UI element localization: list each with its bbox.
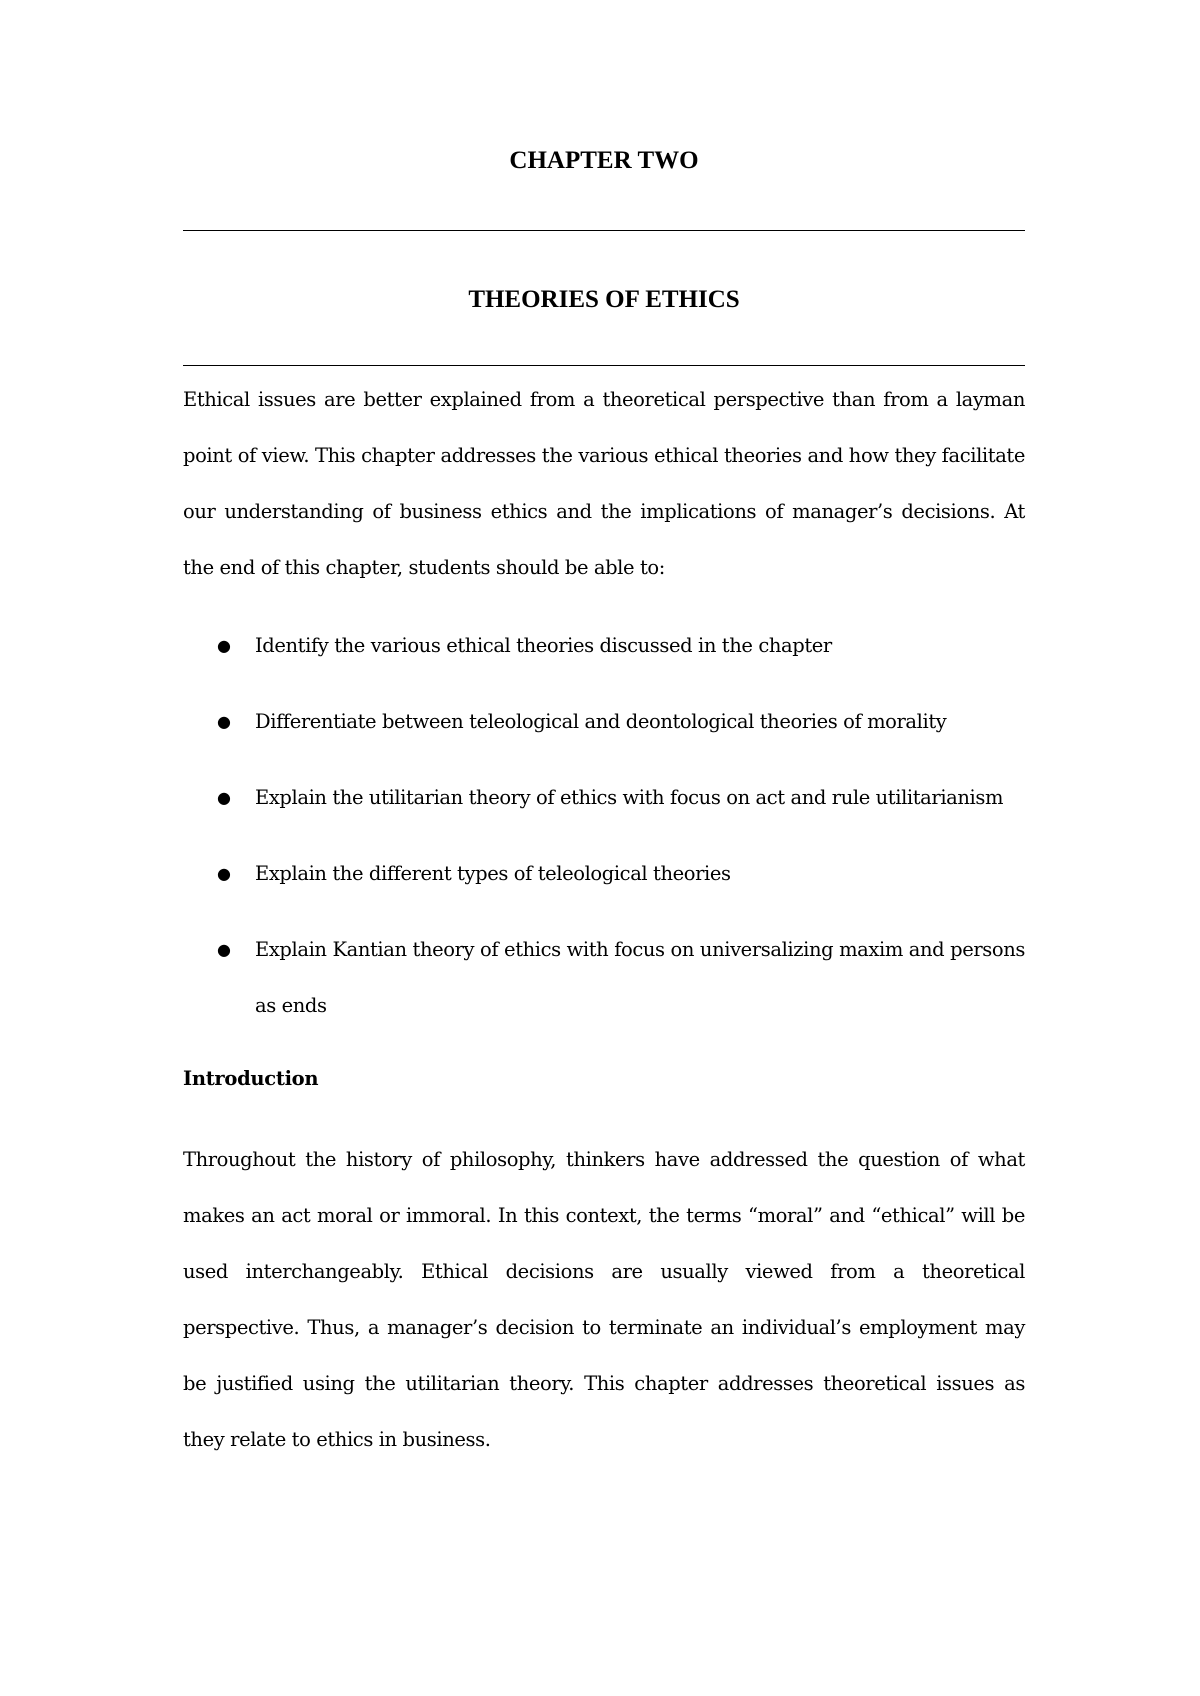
intro-paragraph: Ethical issues are better explained from a theoretical perspective than from a layman point of view. This chapter addresses the various ethical theories and how they facilitate our understanding of business ethics and the implications of manager’s decisions. At the end of this chapter, students should be able to:: [183, 388, 1025, 579]
introduction-paragraph: Throughout the history of philosophy, thinkers have addressed the question of what makes an act moral or immoral. In this context, the terms “moral” and “ethical” will be used interchangeably. Ethical decisions are usually viewed from a theoretical perspective. Thus, a manager’s decision to terminate an individual’s employment may be justified using the utilitarian theory. This chapter addresses theoretical issues as they relate to ethics in business.: [183, 1148, 1025, 1451]
objective-text: Explain the utilitarian theory of ethics with focus on act and rule utilitarianism: [255, 786, 1004, 809]
objective-item: [183, 618, 1025, 674]
objective-text: Explain Kantian theory of ethics with focus on universalizing maxim and persons as ends: [255, 938, 1025, 1017]
learning-objectives-list: [183, 618, 1025, 1054]
objective-text: Explain the different types of teleological theories: [255, 862, 731, 885]
objective-text: Identify the various ethical theories discussed in the chapter: [255, 634, 832, 657]
objective-item: [183, 694, 1025, 750]
objective-item: [183, 770, 1025, 826]
bullet-icon: ●: [217, 940, 231, 959]
top-divider: [183, 230, 1025, 231]
objective-item: [183, 846, 1025, 902]
objective-text: Differentiate between teleological and deontological theories of morality: [255, 710, 947, 733]
introduction-heading: Introduction: [183, 1067, 319, 1090]
chapter-title: CHAPTER TWO: [509, 147, 699, 174]
section-title: THEORIES OF ETHICS: [468, 286, 740, 313]
objective-item: [183, 922, 1025, 1034]
bullet-icon: ●: [217, 788, 231, 807]
bottom-divider: [183, 365, 1025, 366]
bullet-icon: ●: [217, 864, 231, 883]
bullet-icon: ●: [217, 636, 231, 655]
bullet-icon: ●: [217, 712, 231, 731]
